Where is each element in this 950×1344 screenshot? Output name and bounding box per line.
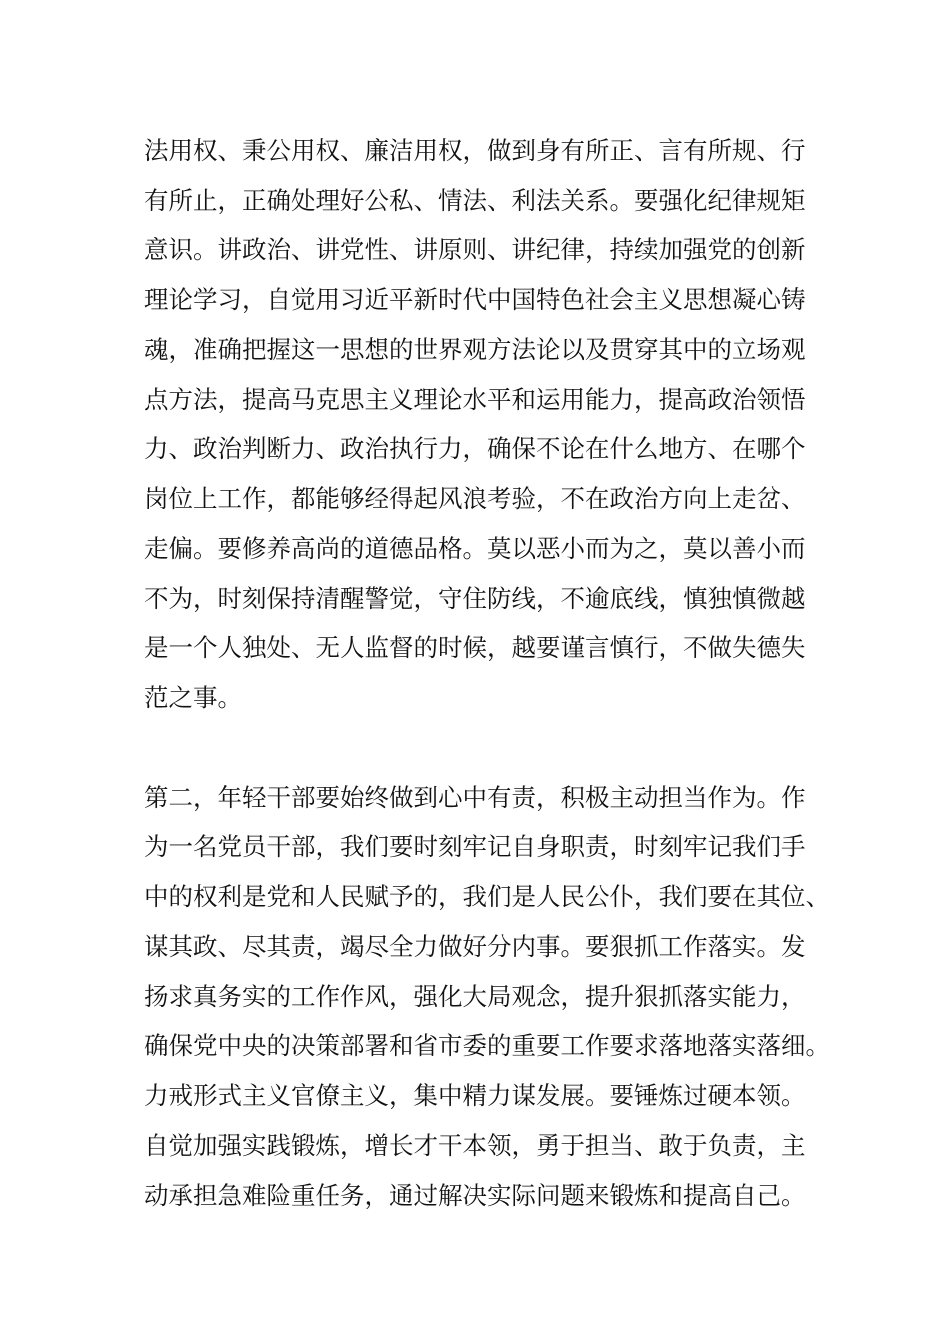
text-line: 范之事。 (144, 683, 242, 712)
text-line: 确保党中央的决策部署和省市委的重要工作要求落地落实落细。 (144, 1031, 830, 1060)
text-line: 第二，年轻干部要始终做到心中有责，积极主动担当作为。作 (144, 783, 806, 812)
text-line: 有所止，正确处理好公私、情法、利法关系。要强化纪律规矩 (144, 186, 806, 215)
text-line: 岗位上工作，都能够经得起风浪考验，不在政治方向上走岔、 (144, 484, 806, 513)
text-line: 扬求真务实的工作作风，强化大局观念，提升狠抓落实能力， (144, 982, 806, 1011)
text-line: 是一个人独处、无人监督的时候，越要谨言慎行，不做失德失 (144, 633, 806, 662)
text-line: 不为，时刻保持清醒警觉，守住防线，不逾底线，慎独慎微越 (144, 584, 806, 613)
text-line: 魂，准确把握这一思想的世界观方法论以及贯穿其中的立场观 (144, 335, 806, 364)
text-line: 点方法，提高马克思主义理论水平和运用能力，提高政治领悟 (144, 385, 806, 414)
text-line: 力、政治判断力、政治执行力，确保不论在什么地方、在哪个 (144, 434, 806, 463)
text-line: 谋其政、尽其责，竭尽全力做好分内事。要狠抓工作落实。发 (144, 932, 806, 961)
text-line: 走偏。要修养高尚的道德品格。莫以恶小而为之，莫以善小而 (144, 534, 806, 563)
text-line: 意识。讲政治、讲党性、讲原则、讲纪律，持续加强党的创新 (144, 235, 806, 264)
text-line: 中的权利是党和人民赋予的，我们是人民公仆，我们要在其位、 (144, 882, 830, 911)
text-line: 法用权、秉公用权、廉洁用权，做到身有所正、言有所规、行 (144, 136, 806, 165)
text-line: 自觉加强实践锻炼，增长才干本领，勇于担当、敢于负责，主 (144, 1131, 806, 1160)
text-line: 动承担急难险重任务，通过解决实际问题来锻炼和提高自己。 (144, 1181, 806, 1210)
text-line: 理论学习，自觉用习近平新时代中国特色社会主义思想凝心铸 (144, 285, 806, 314)
text-line: 为一名党员干部，我们要时刻牢记自身职责，时刻牢记我们手 (144, 832, 806, 861)
text-line: 力戒形式主义官僚主义，集中精力谋发展。要锤炼过硬本领。 (144, 1081, 806, 1110)
